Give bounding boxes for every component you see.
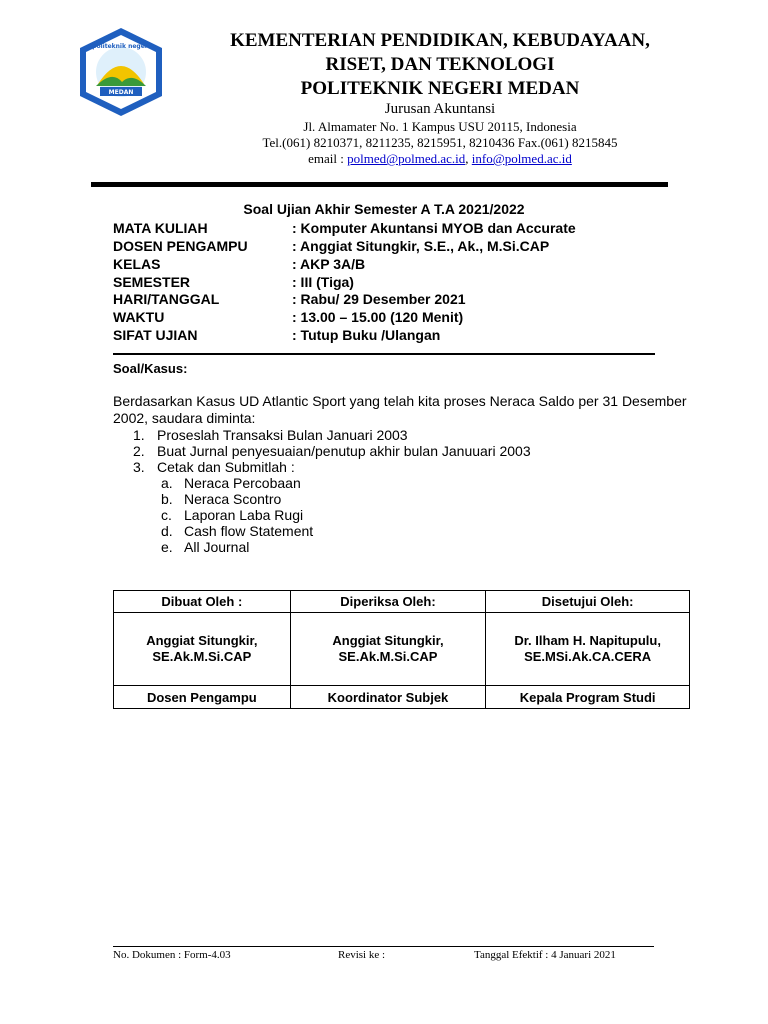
info-label: WAKTU	[113, 309, 165, 325]
header-email-line	[190, 151, 690, 167]
subtask-item	[161, 507, 303, 523]
header-divider	[91, 182, 668, 187]
signatory-title: SE.Ak.M.Si.CAP	[152, 649, 252, 664]
subtask-letter: e.	[161, 539, 173, 555]
header-address: Jl. Almamater No. 1 Kampus USU 20115, Indonesia	[303, 119, 577, 134]
info-label: HARI/TANGGAL	[113, 291, 220, 307]
case-intro	[113, 393, 688, 427]
info-label: KELAS	[113, 256, 161, 272]
signatory-name-cell	[114, 613, 291, 686]
subtask-text: Cash flow Statement	[184, 523, 314, 539]
signature-header-row	[114, 591, 690, 613]
info-value: : III (Tiga)	[292, 274, 354, 290]
subtask-item	[161, 491, 281, 507]
task-number: 1.	[133, 427, 145, 443]
task-item	[133, 427, 408, 443]
info-label: SEMESTER	[113, 274, 191, 290]
email-separator: ,	[465, 151, 472, 166]
signature-table	[113, 590, 690, 709]
info-value: : Tutup Buku /Ulangan	[292, 327, 441, 343]
subtask-text: All Journal	[184, 539, 250, 555]
info-value: : Anggiat Situngkir, S.E., Ak., M.Si.CAP	[292, 238, 550, 254]
header-phone: Tel.(061) 8210371, 8211235, 8215951, 8210436 Fax.(061) 8215845	[262, 135, 618, 150]
signatory-name-cell	[290, 613, 486, 686]
info-value: : 13.00 – 15.00 (120 Menit)	[292, 309, 464, 325]
subtask-letter: b.	[161, 491, 173, 507]
footer-revision: Revisi ke :	[338, 949, 386, 961]
signatory-name: Dr. Ilham H. Napitupulu,	[514, 633, 661, 648]
signatory-name: Anggiat Situngkir,	[146, 633, 258, 648]
info-label: SIFAT UJIAN	[113, 327, 198, 343]
info-label: DOSEN PENGAMPU	[113, 238, 248, 254]
header-institution: POLITEKNIK NEGERI MEDAN	[300, 78, 580, 99]
subtask-letter: a.	[161, 475, 173, 491]
header-department: Jurusan Akuntansi	[384, 101, 496, 117]
info-label: MATA KULIAH	[113, 220, 208, 236]
header-ministry-line2: RISET, DAN TEKNOLOGI	[325, 54, 555, 75]
svg-text:politeknik negeri: politeknik negeri	[92, 43, 150, 50]
subtask-item	[161, 523, 313, 539]
signature-name-row	[114, 613, 690, 686]
header-approved-by: Disetujui Oleh:	[486, 591, 690, 613]
email-link-polmed[interactable]: polmed@polmed.ac.id	[347, 151, 466, 166]
header-checked-by: Diperiksa Oleh:	[290, 591, 486, 613]
signatory-name: Anggiat Situngkir,	[332, 633, 444, 648]
role-coordinator: Koordinator Subjek	[290, 686, 486, 709]
task-item	[133, 459, 295, 475]
email-link-info[interactable]: info@polmed.ac.id	[471, 151, 572, 166]
signatory-name-cell	[486, 613, 690, 686]
task-text: Buat Jurnal penyesuaian/penutup akhir bulan Januuari 2003	[157, 443, 531, 459]
email-label: email :	[308, 151, 348, 166]
subtask-letter: c.	[161, 507, 172, 523]
header-created-by: Dibuat Oleh :	[114, 591, 291, 613]
role-lecturer: Dosen Pengampu	[114, 686, 291, 709]
subtask-text: Neraca Scontro	[184, 491, 282, 507]
task-number: 3.	[133, 459, 145, 475]
exam-title: Soal Ujian Akhir Semester A T.A 2021/2022	[243, 201, 525, 217]
task-text: Cetak dan Submitlah :	[157, 459, 295, 475]
case-heading: Soal/Kasus:	[113, 361, 188, 376]
role-head-of-program: Kepala Program Studi	[486, 686, 690, 709]
footer-doc-number: No. Dokumen : Form-4.03	[113, 949, 231, 961]
signatory-title: SE.MSi.Ak.CA.CERA	[524, 649, 652, 664]
subtask-text: Neraca Percobaan	[184, 475, 301, 491]
subtask-item	[161, 539, 249, 555]
subtask-letter: d.	[161, 523, 173, 539]
task-text: Proseslah Transaksi Bulan Januari 2003	[157, 427, 408, 443]
info-value: : AKP 3A/B	[292, 256, 366, 272]
signatory-title: SE.Ak.M.Si.CAP	[338, 649, 438, 664]
polmed-logo	[76, 26, 166, 118]
task-item	[133, 443, 531, 459]
subtask-item	[161, 475, 301, 491]
info-divider	[113, 353, 655, 355]
header-ministry-line1: KEMENTERIAN PENDIDIKAN, KEBUDAYAAN,	[230, 30, 650, 51]
subtask-text: Laporan Laba Rugi	[184, 507, 304, 523]
case-intro-line2: 2002, saudara diminta:	[113, 410, 256, 426]
info-value: : Rabu/ 29 Desember 2021	[292, 291, 466, 307]
svg-text:MEDAN: MEDAN	[108, 89, 134, 96]
footer-effective-date: Tanggal Efektif : 4 Januari 2021	[474, 949, 616, 961]
task-number: 2.	[133, 443, 145, 459]
footer-divider	[113, 946, 654, 947]
case-intro-line1: Berdasarkan Kasus UD Atlantic Sport yang telah kita proses Neraca Saldo per 31 Desember	[113, 393, 687, 409]
signature-role-row	[114, 686, 690, 709]
info-value: : Komputer Akuntansi MYOB dan Accurate	[292, 220, 576, 236]
